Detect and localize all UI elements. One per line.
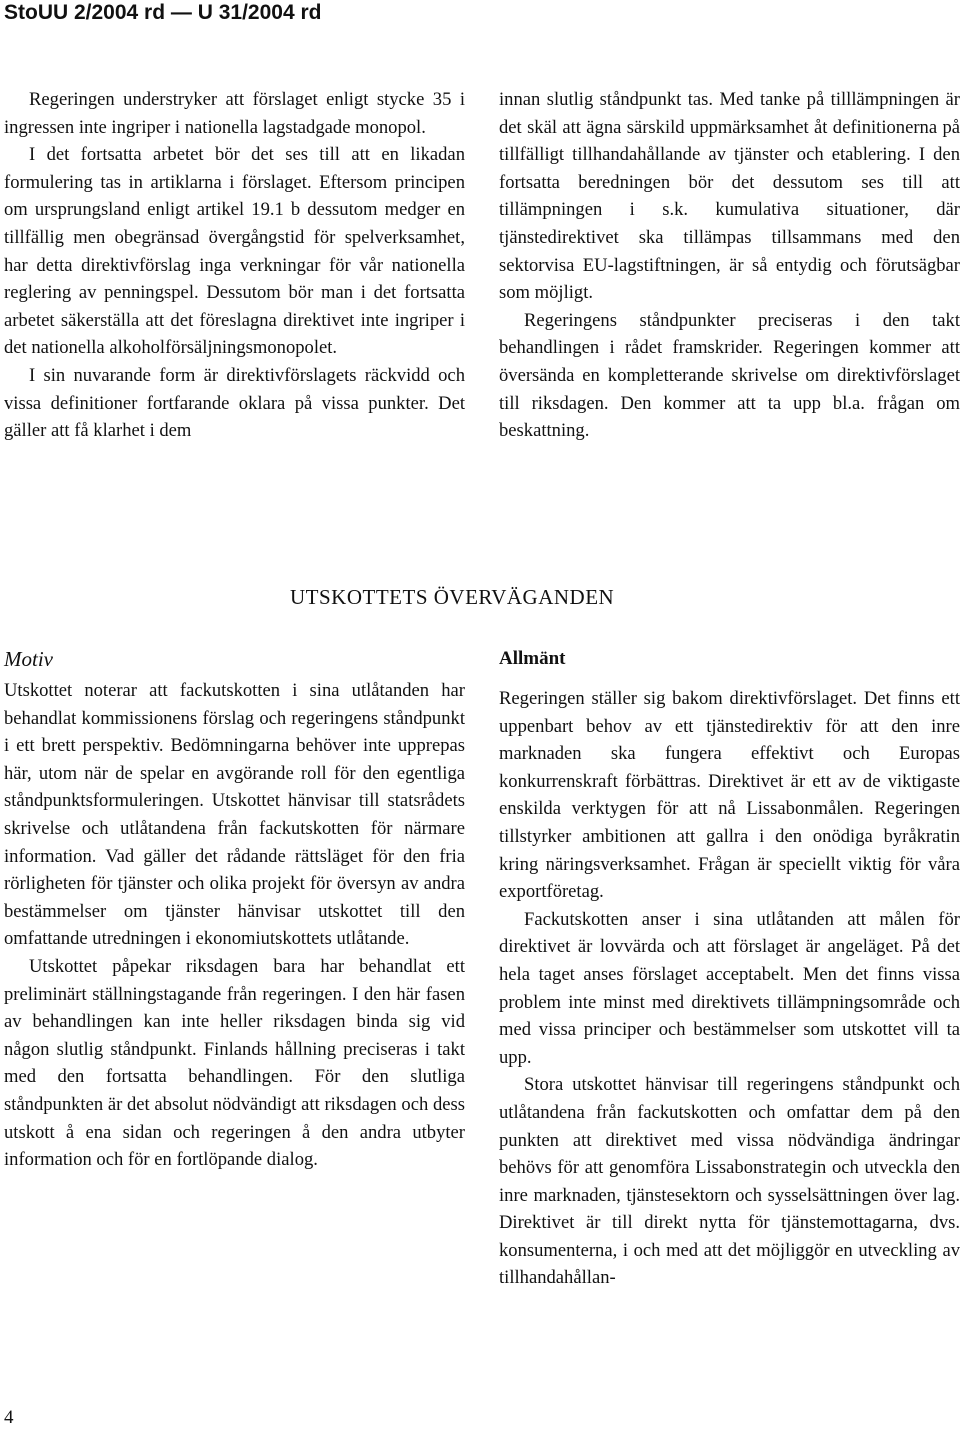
page-number: 4 — [4, 1407, 14, 1428]
paragraph: Fackutskotten anser i sina utlåtanden att målen för direktivet är lovvärda och att förslaget är angeläget. På det hela taget anses förslaget acceptabelt. Men det finns vissa problem inte minst med direktivets tillämpningsområde och med vissa principer och bestämmelser som utskottet vill ta upp. — [499, 908, 960, 1068]
top-right-column — [499, 86, 960, 445]
paragraph: Regeringen understryker att förslaget enligt stycke 35 i ingressen inte ingriper i nationella lagstadgade monopol. — [4, 89, 465, 138]
paragraph: Regeringen ställer sig bakom direktivförslaget. Det finns ett uppenbart behov av ett tjänstedirektiv för att den inre marknaden ska fungera effektivt och Europas konkurrenskraft förbättras. Direktivet är ett av de viktigaste enskilda verktygen för att nå Lissabonmålen. Regeringen tillstyrker ambitionen att gallra i den onödiga byråkratin kring näringsverksamhet. Frågan är speciellt viktig för våra exportföretag. — [499, 688, 960, 903]
motiv-heading: Motiv — [4, 647, 53, 671]
section-heading: UTSKOTTETS ÖVERVÄGANDEN — [290, 585, 615, 609]
paragraph: I det fortsatta arbetet bör det ses till att en likadan formulering tas in artiklarna i förslaget. Eftersom principen om ursprungsland enligt artikel 19.1 b dessutom medger en tillfällig men obegränsad övergångstid för spelverksamhet, har detta direktivförslag inga verkningar för vår nationella reglering av penningspel. Dessutom bör man i det fortsatta arbetet säkerställa att det föreslagna direktivet inte ingriper i det nationella alkoholförsäljningsmonopolet. — [4, 144, 465, 359]
paragraph: I sin nuvarande form är direktivförslagets räckvidd och vissa definitioner fortfarande oklara på vissa punkter. Det gäller att få klarhet i dem — [4, 364, 465, 442]
motiv-column — [4, 677, 465, 1174]
paragraph: Utskottet noterar att fackutskotten i sina utlåtanden har behandlat kommissionens förslag och regeringens ståndpunkt i ett brett perspektiv. Bedömningarna behöver inte upprepas här, utom när de spelar en avgörande roll för den egentliga ståndpunktsformuleringen. Utskottet hänvisar till statsrådets skrivelse och utlåtandena från fackutskotten för närmare information. Vad gäller det rådande rättsläget för den fria rörligheten för tjänster och olika projekt för översyn av andra bestämmelser om tjänster hänvisar utskottet till den omfattande utredningen i ekonomiutskottets utlåtande. — [4, 680, 465, 950]
allmant-heading: Allmänt — [499, 648, 566, 669]
top-left-column — [4, 86, 465, 445]
paragraph: Stora utskottet hänvisar till regeringens ståndpunkt och utlåtandena från fackutskotten och omfattar dem på den punkten att direktivet med vissa nödvändiga ändringar behövs för att genomföra Lissabonstrategin och utveckla den inre marknaden, tjänstesektorn och sysselsättningen över lag. Direktivet är till direkt nytta för tjänstemottagarna, dvs. konsumenterna, i och med att det möjliggör en utveckling av tillhandahållan- — [499, 1074, 960, 1289]
allmant-column — [499, 685, 960, 1292]
paragraph: Regeringens ståndpunkter preciseras i den takt behandlingen i rådet framskrider. Regeringen kommer att översända en kompletterande skrivelse om direktivförslaget till riksdagen. Den kommer att ta upp bl.a. frågan om beskattning. — [499, 309, 960, 442]
paragraph: innan slutlig ståndpunkt tas. Med tanke på tilllämpningen är det skäl att ägna särskild uppmärksamhet åt definitionerna på tillfälligt tillhandahållande av tjänster och etablering. I den fortsatta beredningen bör det dessutom ses till att tillämpningen i s.k. kumulativa situationer, där tjänstedirektivet ska tillämpas tillsammans med den sektorvisa EU-lagstiftningen, är så entydig och förutsägbar som möjligt. — [499, 89, 960, 304]
paragraph: Utskottet påpekar riksdagen bara har behandlat ett preliminärt ställningstagande från regeringen. I den här fasen av behandlingen kan inte heller riksdagen binda sig vid någon slutlig ståndpunkt. Finlands hållning preciseras i takt med den fortsatta behandlingen. För den slutliga ståndpunkten är det absolut nödvändigt att riksdagen och dess utskott å ena sidan och regeringen å den andra utbyter information och för en fortlöpande dialog. — [4, 955, 465, 1171]
running-header: StoUU 2/2004 rd — U 31/2004 rd — [4, 1, 322, 24]
